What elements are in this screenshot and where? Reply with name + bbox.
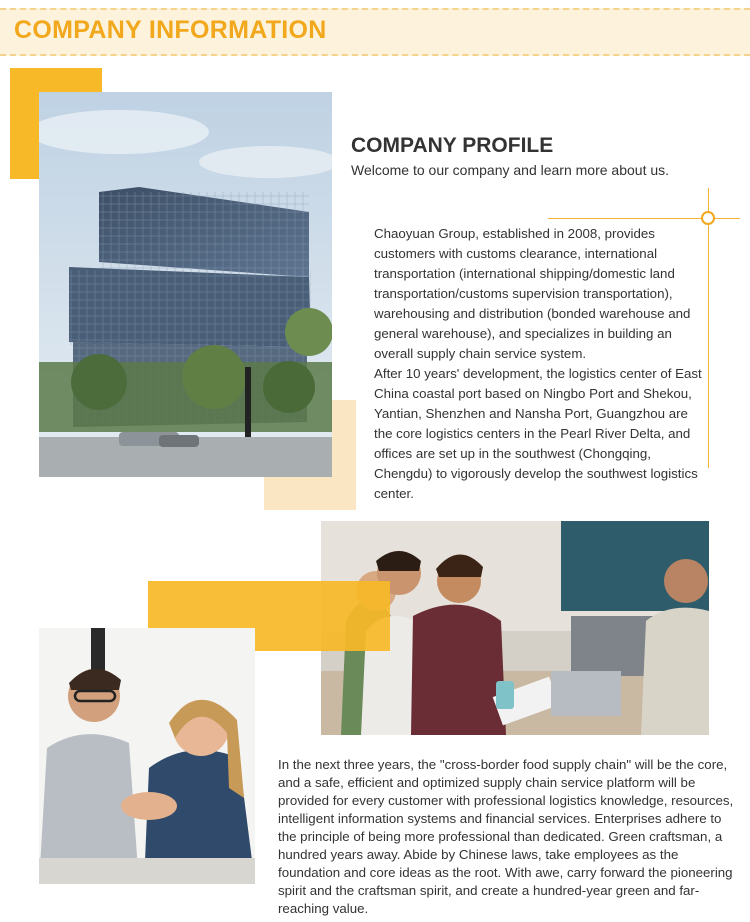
decor-circle-icon <box>701 211 715 225</box>
profile-subtitle: Welcome to our company and learn more about us. <box>351 162 670 178</box>
profile-heading: COMPANY PROFILE <box>351 134 554 157</box>
vision-paragraph: In the next three years, the "cross-border food supply chain" will be the core, and a safe, efficient and optimized supply chain service platform will be provided for every customer with professional logistics knowledge, resources, intelligent information systems and financial services. Enterprises adhere to the principle of being more professional than dedicated. Green craftsman, a hundred years away. Abide by Chinese laws, take employees as the foundation and core ideas as the root. With awe, carry forward the pioneering spirit and the craftsman spirit, and create a hundred-year green and far-reaching value. <box>278 757 734 916</box>
decor-vertical-line <box>708 188 709 468</box>
office-building-photo <box>39 92 332 477</box>
colleagues-photo <box>39 628 255 884</box>
profile-paragraph-1: Chaoyuan Group, established in 2008, provides customers with customs clearance, international transportation (international shipping/domestic land transportation/customs supervision transportation), warehousing and distribution (bonded warehouse and general warehouse), and specializes in building an overall supply chain service system. <box>374 226 691 361</box>
page-title: COMPANY INFORMATION <box>14 16 327 44</box>
profile-paragraph-2: After 10 years' development, the logistics center of East China coastal port based on Ningbo Port and Shekou, Yantian, Shenzhen and Nansha Port, Guangzhou are the core logistics centers in the Pearl River Delta, and offices are set up in the southwest (Chongqing, Chengdu) to vigorously develop the southwest logistics center. <box>374 366 702 501</box>
